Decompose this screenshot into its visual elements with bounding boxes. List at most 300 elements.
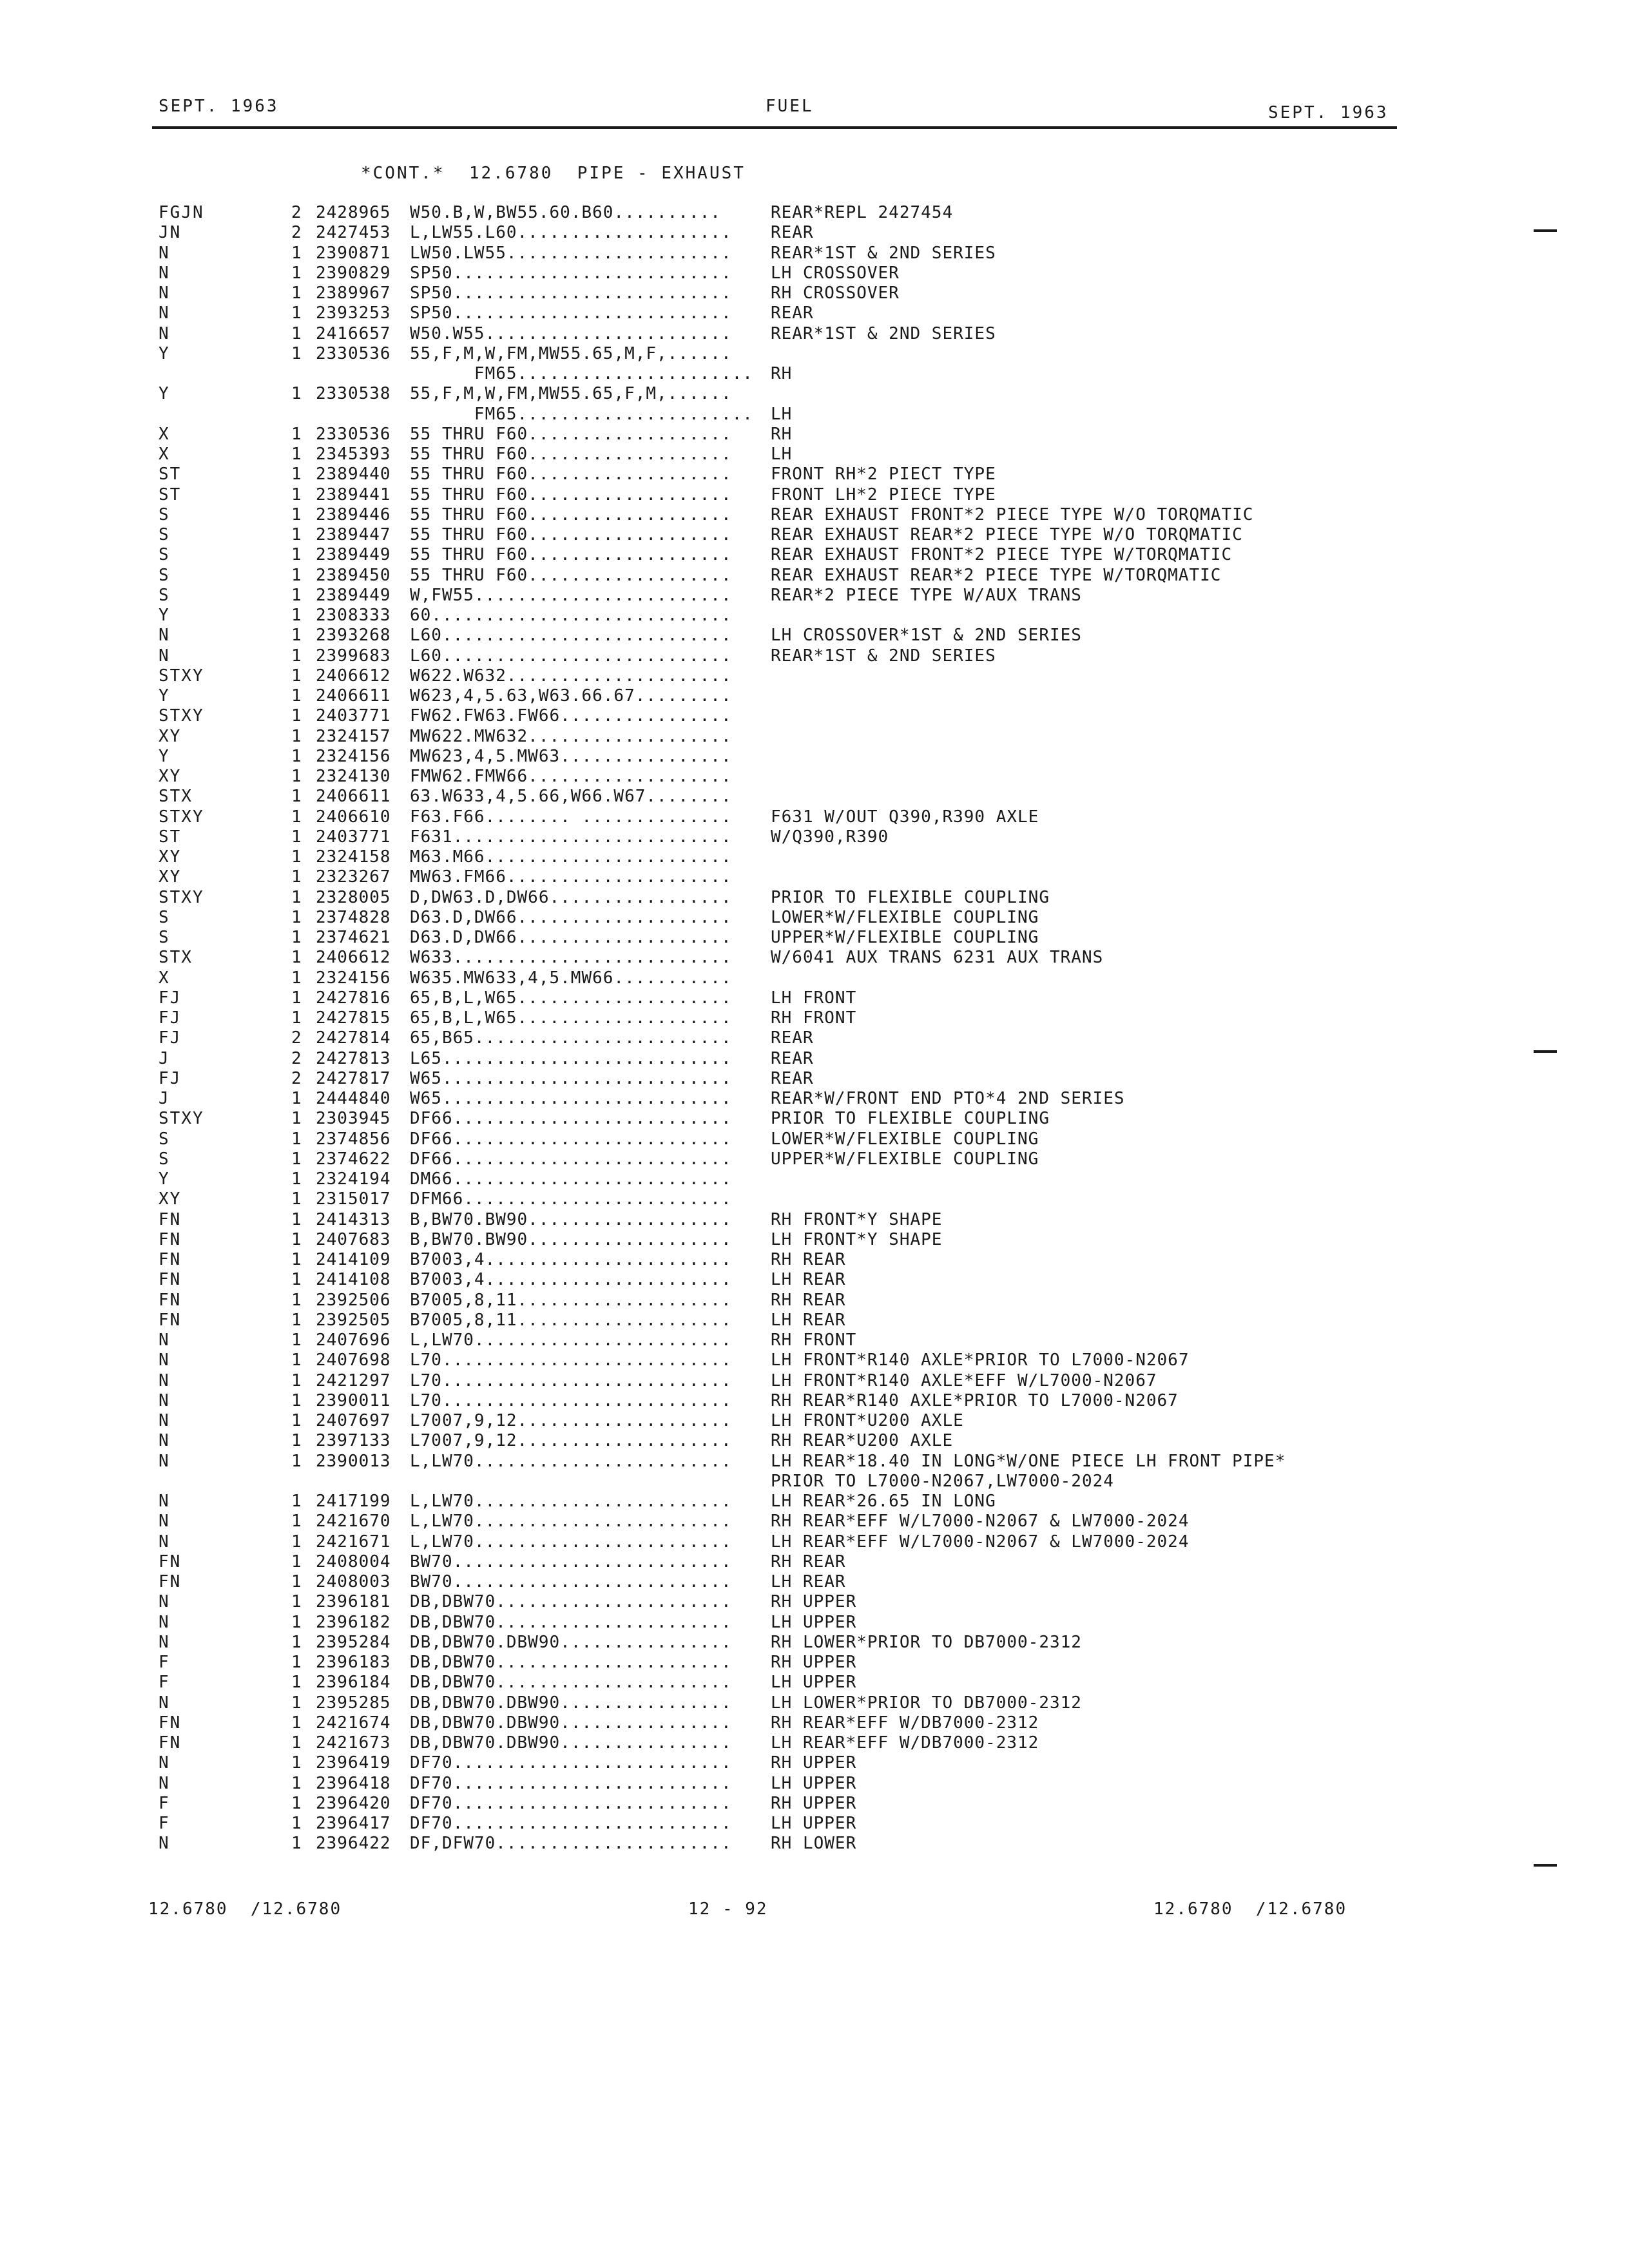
- quantity: 1: [291, 948, 302, 968]
- quantity: 1: [291, 807, 302, 827]
- quantity: 1: [291, 1331, 302, 1350]
- description: LH UPPER: [771, 1814, 857, 1833]
- part-number: 2392506: [316, 1290, 391, 1310]
- part-number: 2308333: [316, 606, 391, 625]
- table-row: [0, 1210, 1629, 1230]
- application: L,LW55.L60....................: [410, 223, 732, 243]
- table-row: [0, 1431, 1629, 1451]
- application: DF66..........................: [410, 1129, 732, 1149]
- quantity: 1: [291, 545, 302, 565]
- application: MW623,4,5.MW63................: [410, 746, 732, 766]
- part-number: 2396418: [316, 1773, 391, 1793]
- model-code: ST: [159, 827, 182, 847]
- description: LH CROSSOVER*1ST & 2ND SERIES: [771, 626, 1082, 646]
- table-row: [0, 1633, 1629, 1653]
- quantity: 1: [291, 1310, 302, 1330]
- application: 65,B65........................: [410, 1028, 732, 1048]
- table-row: [0, 1049, 1629, 1069]
- description: REAR*1ST & 2ND SERIES: [771, 323, 996, 343]
- quantity: 1: [291, 1169, 302, 1189]
- model-code: N: [159, 1592, 170, 1612]
- model-code: STX: [159, 787, 193, 807]
- quantity: 2: [291, 1028, 302, 1048]
- table-row: [0, 1230, 1629, 1250]
- quantity: 1: [291, 1270, 302, 1290]
- model-code: FN: [159, 1270, 182, 1290]
- quantity: 1: [291, 1229, 302, 1249]
- part-number: 2303945: [316, 1109, 391, 1129]
- quantity: 1: [291, 686, 302, 706]
- quantity: 1: [291, 1149, 302, 1169]
- quantity: 1: [291, 1109, 302, 1129]
- quantity: 1: [291, 606, 302, 625]
- quantity: 1: [291, 1089, 302, 1108]
- description: REAR*1ST & 2ND SERIES: [771, 243, 996, 263]
- description: RH LOWER: [771, 1834, 857, 1854]
- model-code: N: [159, 1532, 170, 1552]
- application: W623,4,5.63,W63.66.67.........: [410, 686, 732, 706]
- model-code: S: [159, 505, 170, 524]
- description: RH CROSSOVER: [771, 284, 900, 303]
- description: LOWER*W/FLEXIBLE COUPLING: [771, 907, 1039, 927]
- application: F63.F66........ ..............: [410, 807, 732, 827]
- part-number: 2324156: [316, 968, 391, 988]
- table-row: [0, 1753, 1629, 1773]
- description: FRONT RH*2 PIECT TYPE: [771, 465, 996, 485]
- description: PRIOR TO FLEXIBLE COUPLING: [771, 1109, 1050, 1129]
- part-number: 2428965: [316, 203, 391, 222]
- quantity: 1: [291, 746, 302, 766]
- application: 55 THRU F60...................: [410, 545, 732, 565]
- application: DB,DBW70......................: [410, 1653, 732, 1672]
- description: RH UPPER: [771, 1592, 857, 1612]
- application: L,LW70........................: [410, 1532, 732, 1552]
- quantity: 1: [291, 827, 302, 847]
- part-number: 2403771: [316, 706, 391, 726]
- table-row: [0, 646, 1629, 666]
- model-code: N: [159, 1612, 170, 1632]
- part-number: 2396184: [316, 1673, 391, 1693]
- description: RH REAR*EFF W/DB7000-2312: [771, 1713, 1039, 1733]
- quantity: 1: [291, 585, 302, 605]
- description: RH LOWER*PRIOR TO DB7000-2312: [771, 1632, 1082, 1652]
- description: UPPER*W/FLEXIBLE COUPLING: [771, 1149, 1039, 1169]
- application: 55 THRU F60...................: [410, 424, 732, 444]
- table-row: [0, 908, 1629, 928]
- description: LH CROSSOVER: [771, 263, 900, 283]
- model-code: F: [159, 1814, 170, 1833]
- quantity: 1: [291, 284, 302, 303]
- model-code: N: [159, 323, 170, 343]
- model-code: F: [159, 1673, 170, 1693]
- table-row: [0, 767, 1629, 787]
- part-number: 2374621: [316, 928, 391, 947]
- description: RH UPPER: [771, 1753, 857, 1773]
- application: FMW62.FMW66...................: [410, 767, 732, 786]
- model-code: XY: [159, 726, 182, 746]
- application: BW70..........................: [410, 1572, 732, 1591]
- model-code: N: [159, 1390, 170, 1410]
- description: LH FRONT*Y SHAPE: [771, 1229, 943, 1249]
- model-code: STXY: [159, 706, 204, 726]
- description: REAR*1ST & 2ND SERIES: [771, 646, 996, 666]
- model-code: FN: [159, 1209, 182, 1229]
- table-row: [0, 505, 1629, 525]
- quantity: 1: [291, 646, 302, 666]
- page-number: 12 - 92: [688, 1899, 768, 1919]
- application: DM66..........................: [410, 1169, 732, 1189]
- description: REAR: [771, 223, 814, 243]
- table-row: [0, 1129, 1629, 1149]
- table-row: [0, 1512, 1629, 1532]
- table-row: [0, 1834, 1629, 1854]
- part-number: 2324130: [316, 767, 391, 786]
- table-row: [0, 203, 1629, 223]
- model-code: STXY: [159, 887, 204, 907]
- part-number: 2399683: [316, 646, 391, 666]
- table-row: [0, 606, 1629, 626]
- model-code: S: [159, 1149, 170, 1169]
- application: B7003,4.......................: [410, 1250, 732, 1269]
- application: L,LW70........................: [410, 1451, 732, 1471]
- description: RH UPPER: [771, 1653, 857, 1672]
- application: 55 THRU F60...................: [410, 445, 732, 464]
- application: L,LW70........................: [410, 1492, 732, 1511]
- application: W633..........................: [410, 948, 732, 968]
- application: SP50..........................: [410, 263, 732, 283]
- part-number: 2414313: [316, 1209, 391, 1229]
- part-number: 2417199: [316, 1492, 391, 1511]
- quantity: 1: [291, 928, 302, 947]
- margin-mark: [1534, 1864, 1557, 1867]
- part-number: 2406612: [316, 666, 391, 686]
- part-number: 2390013: [316, 1451, 391, 1471]
- part-number: 2407683: [316, 1229, 391, 1249]
- model-code: Y: [159, 686, 170, 706]
- table-row: [0, 666, 1629, 686]
- table-row: [0, 686, 1629, 706]
- table-row: [0, 405, 1629, 425]
- application: 55 THRU F60...................: [410, 565, 732, 585]
- part-number: 2403771: [316, 827, 391, 847]
- part-number: 2345393: [316, 445, 391, 464]
- part-number: 2427813: [316, 1048, 391, 1068]
- description: LH FRONT*R140 AXLE*PRIOR TO L7000-N2067: [771, 1350, 1190, 1370]
- description: LH UPPER: [771, 1773, 857, 1793]
- description: W/Q390,R390: [771, 827, 889, 847]
- table-row: [0, 1028, 1629, 1048]
- part-number: 2406611: [316, 686, 391, 706]
- application: FM65......................: [410, 364, 753, 383]
- quantity: 1: [291, 988, 302, 1008]
- table-row: [0, 1109, 1629, 1129]
- model-code: STXY: [159, 666, 204, 686]
- table-row: [0, 425, 1629, 445]
- part-number: 2389967: [316, 284, 391, 303]
- quantity: 1: [291, 706, 302, 726]
- description: F631 W/OUT Q390,R390 AXLE: [771, 807, 1039, 827]
- description: LH FRONT*U200 AXLE: [771, 1411, 964, 1430]
- description: FRONT LH*2 PIECE TYPE: [771, 485, 996, 505]
- part-number: 2421674: [316, 1713, 391, 1733]
- model-code: XY: [159, 1189, 182, 1209]
- quantity: 1: [291, 1189, 302, 1209]
- application: MW622.MW632...................: [410, 726, 732, 746]
- description: LOWER*W/FLEXIBLE COUPLING: [771, 1129, 1039, 1149]
- description: LH LOWER*PRIOR TO DB7000-2312: [771, 1693, 1082, 1713]
- table-row: [0, 324, 1629, 344]
- part-number: 2421671: [316, 1532, 391, 1552]
- part-number: 2406612: [316, 948, 391, 968]
- model-code: N: [159, 1411, 170, 1430]
- table-row: [0, 847, 1629, 867]
- model-code: F: [159, 1793, 170, 1813]
- part-number: 2406611: [316, 787, 391, 807]
- description: RH REAR*R140 AXLE*PRIOR TO L7000-N2067: [771, 1390, 1179, 1410]
- table-row: [0, 545, 1629, 565]
- model-code: FN: [159, 1733, 182, 1753]
- quantity: 1: [291, 968, 302, 988]
- model-code: N: [159, 1431, 170, 1451]
- model-code: N: [159, 1632, 170, 1652]
- description: LH UPPER: [771, 1673, 857, 1693]
- application: 65,B,L,W65....................: [410, 1008, 732, 1028]
- margin-mark: [1534, 1050, 1557, 1053]
- table-row: [0, 1291, 1629, 1311]
- application: D63.D,DW66....................: [410, 928, 732, 947]
- quantity: 1: [291, 1008, 302, 1028]
- part-number: 2408003: [316, 1572, 391, 1591]
- model-code: N: [159, 1370, 170, 1390]
- table-row: [0, 1673, 1629, 1693]
- application: DF66..........................: [410, 1149, 732, 1169]
- description: UPPER*W/FLEXIBLE COUPLING: [771, 928, 1039, 947]
- application: W622.W632.....................: [410, 666, 732, 686]
- quantity: 1: [291, 1512, 302, 1532]
- model-code: N: [159, 1451, 170, 1471]
- part-number: 2315017: [316, 1189, 391, 1209]
- parts-list: [0, 203, 1629, 1854]
- table-row: [0, 1693, 1629, 1713]
- quantity: 1: [291, 1411, 302, 1430]
- table-row: [0, 223, 1629, 243]
- table-row: [0, 1350, 1629, 1370]
- quantity: 1: [291, 243, 302, 263]
- part-number: 2374856: [316, 1129, 391, 1149]
- application: 65,B,L,W65....................: [410, 988, 732, 1008]
- part-number: 2407698: [316, 1350, 391, 1370]
- model-code: N: [159, 284, 170, 303]
- application: 55 THRU F60...................: [410, 465, 732, 485]
- model-code: X: [159, 445, 170, 464]
- table-row: [0, 968, 1629, 988]
- description: RH REAR: [771, 1290, 846, 1310]
- application: 55,F,M,W,FM,MW55.65,F,M,......: [410, 384, 732, 404]
- model-code: X: [159, 424, 170, 444]
- part-number: 2444840: [316, 1089, 391, 1108]
- application: W65...........................: [410, 1089, 732, 1108]
- quantity: 1: [291, 1814, 302, 1833]
- part-number: 2330536: [316, 424, 391, 444]
- part-number: 2395285: [316, 1693, 391, 1713]
- model-code: FN: [159, 1310, 182, 1330]
- description: LH FRONT: [771, 988, 857, 1008]
- model-code: FN: [159, 1552, 182, 1571]
- part-number: 2390011: [316, 1390, 391, 1410]
- description: RH UPPER: [771, 1793, 857, 1813]
- table-row: [0, 747, 1629, 767]
- application: 55 THRU F60...................: [410, 485, 732, 505]
- table-row: [0, 384, 1629, 404]
- header-rule: [152, 126, 1397, 129]
- model-code: S: [159, 545, 170, 565]
- description: RH REAR: [771, 1250, 846, 1269]
- application: DB,DBW70......................: [410, 1673, 732, 1693]
- part-number: 2324157: [316, 726, 391, 746]
- section-title: *CONT.* 12.6780 PIPE - EXHAUST: [361, 164, 746, 183]
- table-row: [0, 1169, 1629, 1189]
- part-number: 2389447: [316, 525, 391, 544]
- quantity: 1: [291, 787, 302, 807]
- part-number: 2407697: [316, 1411, 391, 1430]
- model-code: S: [159, 585, 170, 605]
- description: REAR: [771, 303, 814, 323]
- table-row: [0, 1472, 1629, 1492]
- application: W,FW55........................: [410, 585, 732, 605]
- quantity: 2: [291, 203, 302, 222]
- table-row: [0, 1452, 1629, 1472]
- model-code: N: [159, 646, 170, 666]
- model-code: FJ: [159, 1008, 182, 1028]
- model-code: ST: [159, 465, 182, 485]
- table-row: [0, 1391, 1629, 1411]
- description: LH REAR*EFF W/DB7000-2312: [771, 1733, 1039, 1753]
- application: 63.W633,4,5.66,W66.W67........: [410, 787, 732, 807]
- part-number: 2397133: [316, 1431, 391, 1451]
- part-number: 2396181: [316, 1592, 391, 1612]
- description: LH REAR*26.65 IN LONG: [771, 1492, 996, 1511]
- part-number: 2396182: [316, 1612, 391, 1632]
- model-code: FN: [159, 1250, 182, 1269]
- part-number: 2406610: [316, 807, 391, 827]
- table-row: [0, 807, 1629, 827]
- application: DF70..........................: [410, 1793, 732, 1813]
- application: LW50.LW55.....................: [410, 243, 732, 263]
- part-number: 2324156: [316, 746, 391, 766]
- quantity: 1: [291, 1713, 302, 1733]
- description: PRIOR TO FLEXIBLE COUPLING: [771, 887, 1050, 907]
- model-code: FJ: [159, 1028, 182, 1048]
- description: RH: [771, 364, 793, 383]
- description: LH REAR*18.40 IN LONG*W/ONE PIECE LH FRONT PIPE*: [771, 1451, 1286, 1471]
- quantity: 1: [291, 1632, 302, 1652]
- model-code: XY: [159, 847, 182, 867]
- application: L7007,9,12....................: [410, 1431, 732, 1451]
- part-number: 2393253: [316, 303, 391, 323]
- quantity: 1: [291, 505, 302, 524]
- description: LH: [771, 404, 793, 424]
- part-number: 2414109: [316, 1250, 391, 1269]
- description: LH REAR: [771, 1270, 846, 1290]
- application: MW63.FM66.....................: [410, 867, 732, 887]
- table-row: [0, 465, 1629, 485]
- table-row: [0, 244, 1629, 264]
- model-code: XY: [159, 867, 182, 887]
- model-code: N: [159, 626, 170, 646]
- quantity: 1: [291, 424, 302, 444]
- part-number: 2407696: [316, 1331, 391, 1350]
- description: RH REAR*EFF W/L7000-N2067 & LW7000-2024: [771, 1512, 1190, 1532]
- part-number: 2414108: [316, 1270, 391, 1290]
- application: SP50..........................: [410, 284, 732, 303]
- table-row: [0, 1069, 1629, 1089]
- part-number: 2330538: [316, 384, 391, 404]
- quantity: 1: [291, 847, 302, 867]
- model-code: FN: [159, 1572, 182, 1591]
- table-row: [0, 1089, 1629, 1109]
- quantity: 1: [291, 1612, 302, 1632]
- part-number: 2421670: [316, 1512, 391, 1532]
- table-row: [0, 1008, 1629, 1028]
- application: L70...........................: [410, 1390, 732, 1410]
- part-number: 2324194: [316, 1169, 391, 1189]
- table-row: [0, 445, 1629, 465]
- quantity: 1: [291, 445, 302, 464]
- part-number: 2427815: [316, 1008, 391, 1028]
- model-code: S: [159, 907, 170, 927]
- quantity: 1: [291, 1834, 302, 1854]
- part-number: 2328005: [316, 887, 391, 907]
- part-number: 2416657: [316, 323, 391, 343]
- table-row: [0, 706, 1629, 726]
- table-row: [0, 1532, 1629, 1552]
- model-code: S: [159, 1129, 170, 1149]
- application: L65...........................: [410, 1048, 732, 1068]
- table-row: [0, 364, 1629, 384]
- description: REAR EXHAUST FRONT*2 PIECE TYPE W/TORQMATIC: [771, 545, 1233, 565]
- model-code: N: [159, 303, 170, 323]
- quantity: 2: [291, 223, 302, 243]
- model-code: FN: [159, 1290, 182, 1310]
- table-row: [0, 1492, 1629, 1512]
- table-row: [0, 1814, 1629, 1834]
- model-code: STXY: [159, 807, 204, 827]
- quantity: 1: [291, 1492, 302, 1511]
- quantity: 1: [291, 1673, 302, 1693]
- description: REAR EXHAUST FRONT*2 PIECE TYPE W/O TORQMATIC: [771, 505, 1254, 524]
- model-code: N: [159, 1512, 170, 1532]
- model-code: FGJN: [159, 203, 204, 222]
- application: B7005,8,11....................: [410, 1310, 732, 1330]
- model-code: FJ: [159, 1068, 182, 1088]
- part-number: 2427816: [316, 988, 391, 1008]
- table-row: [0, 566, 1629, 586]
- model-code: N: [159, 1350, 170, 1370]
- quantity: 1: [291, 465, 302, 485]
- table-row: [0, 1572, 1629, 1592]
- description: LH REAR*EFF W/L7000-N2067 & LW7000-2024: [771, 1532, 1190, 1552]
- model-code: X: [159, 968, 170, 988]
- quantity: 1: [291, 1250, 302, 1269]
- part-number: 2374622: [316, 1149, 391, 1169]
- table-row: [0, 948, 1629, 968]
- table-row: [0, 1250, 1629, 1270]
- table-row: [0, 1311, 1629, 1331]
- model-code: Y: [159, 343, 170, 363]
- application: SP50..........................: [410, 303, 732, 323]
- description: RH FRONT*Y SHAPE: [771, 1209, 943, 1229]
- part-number: 2396417: [316, 1814, 391, 1833]
